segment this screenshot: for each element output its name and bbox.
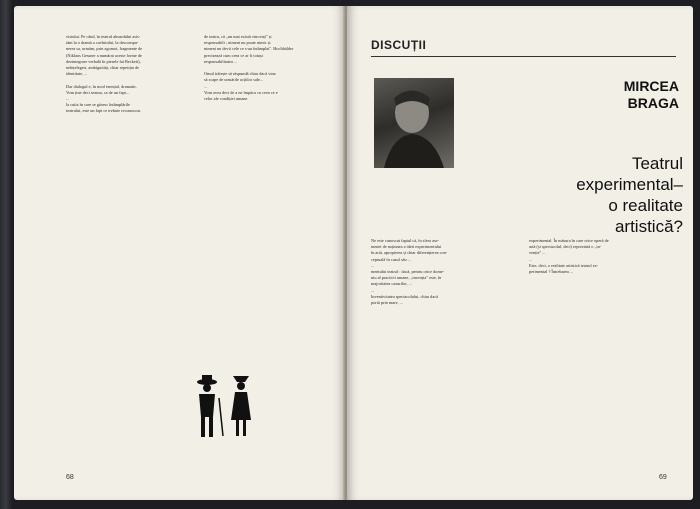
right-column-2: experimental. În măsura în care orice operă de artă (și spectacolul, deci) reprezintă o „in- venție" ... ... Este, deci, o realitate artistică teatrul ex- perimental ? Întrebarea ... [529, 238, 609, 275]
illustration-figures [189, 372, 269, 442]
article-title [487, 153, 683, 237]
author-last-name: BRAGA [627, 95, 679, 111]
page-number-right: 69 [659, 474, 667, 481]
left-column-2: de teatru, că „un mai există vinovați" și responsabili ; nimeni nu poate nimic și nimeni nu devii cele ce s-au întâmplat". Hochhälder precizează cum ceea ce ar fi totuși responsabilitatea ... Omul trăiește să răspundă chiar dacă vina să scape de urmările acțiilor sale... ... Vom avea deci de a ne împăca cu ceea ce e celor ale condiției umane. [204, 34, 294, 102]
section-divider [371, 56, 676, 57]
portrait-image [374, 78, 454, 168]
author-name [547, 78, 679, 112]
left-page [14, 6, 345, 500]
author-photo [374, 78, 454, 168]
right-column-1: Ne este cunoscut faptul că, în sfera ase- menei de noțiunea a ideii experimentului în artă, apropierea și chiar diferențierea con- ceptuală în cazul său ... ... mentului teatral : dacă, pentru orice dome- niu al practicii umane, „inovația" este, în majoritatea cazurilor, ... ... Inventivitatea spectacolului, chiar dacă portă prin mare, ... [371, 238, 448, 306]
left-column-1: vistului. Pe când, în teatrul absurdului asis- tăm la o dramă a cuvîntului, la descompu- nerea sa, urmăm, prin zgomot, fragmente de (Niklaus Gessner a numărat aceste forme de dezintegrare verbală în piesele lui Beckett), neînțelegeri, ambiguități, chiar repetiția de identitate, ... Dar dialogul e, în mod esențial, dramatic. Vom ține deci seama, ca de un fapt... ... la cutia în care se găsesc întâmplările teatrului, este un fapt ce trebuie recunoscut. [66, 34, 143, 114]
title-line-2: experimental– [576, 175, 683, 194]
right-page [347, 6, 693, 500]
title-line-4: artistică? [614, 217, 683, 236]
page-number-left: 68 [66, 474, 74, 481]
title-line-3: o realitate [608, 196, 683, 215]
section-heading: DISCUȚII [371, 38, 427, 52]
author-first-name: MIRCEA [623, 78, 679, 94]
title-line-1: Teatrul [631, 154, 683, 173]
